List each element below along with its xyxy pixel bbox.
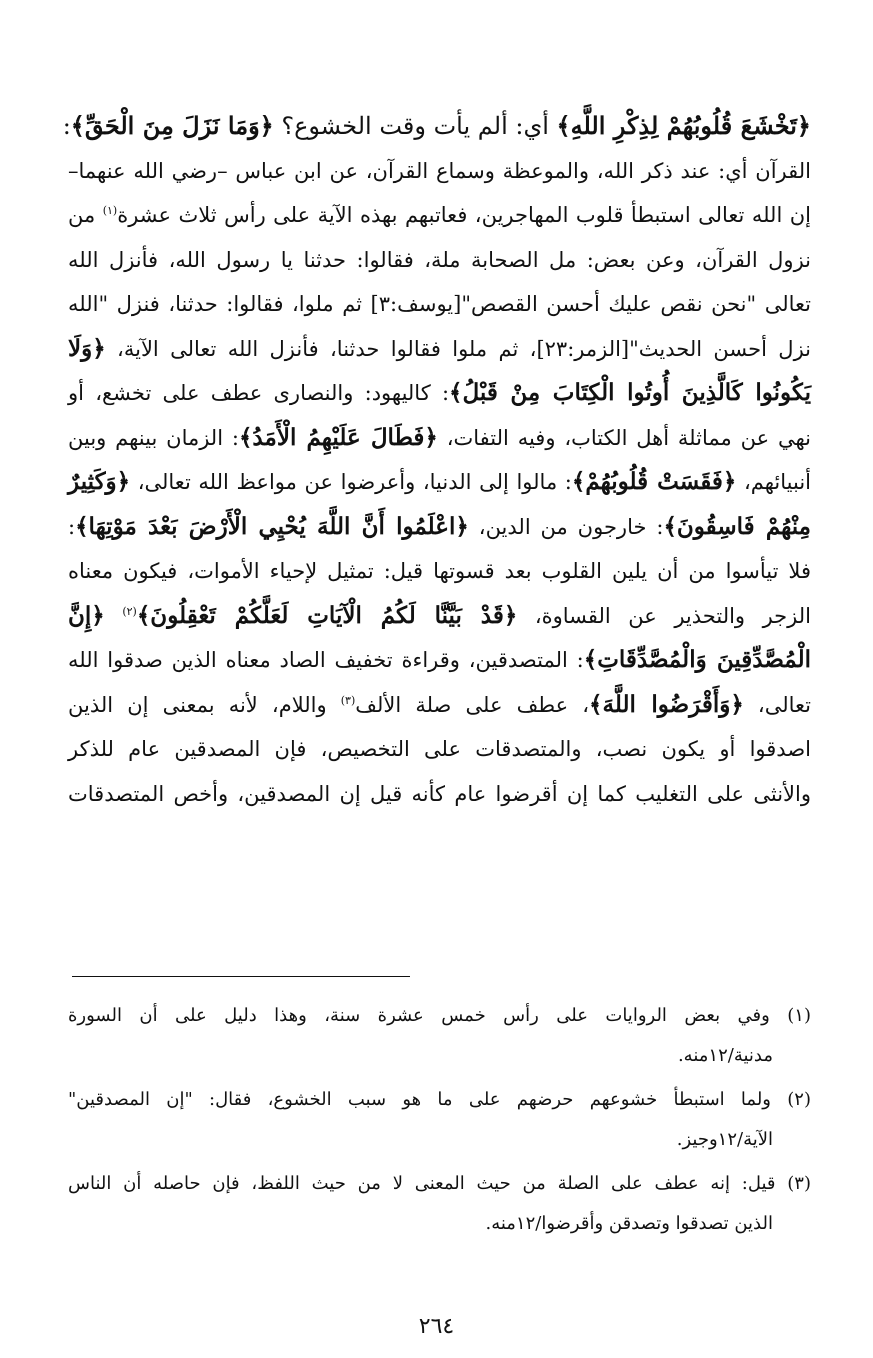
text-line (68, 683, 811, 728)
footnote (68, 1164, 811, 1244)
footnote-line: الذين تصدقوا وتصدقن وأقرضوا/١٢منه. (485, 1213, 773, 1234)
commentary-text (105, 604, 123, 628)
quran-verse: ﴿وَمَا نَزَلَ مِنَ الْحَقِّ﴾ (70, 111, 274, 140)
footnote-line: الآية/١٢وجيز. (676, 1129, 773, 1150)
commentary-text: ، عطف على صلة الألف (355, 692, 590, 717)
commentary-text: : (68, 514, 76, 539)
commentary-text: فلا تيأسوا من أن يلين القلوب بعد قسوتها قيل: تمثيل لإحياء الأموات، فيكون معناه (68, 559, 811, 583)
footnote (68, 1080, 811, 1160)
quran-verse: ﴿إِنَّ (68, 601, 105, 629)
footnote-line: (٢) ولما استبطأ خشوعهم حرضهم على ما هو سبب الخشوع، فقال: "إن المصدقين" (68, 1089, 811, 1110)
commentary-text: : خارجون من الدين، (468, 514, 664, 539)
commentary-text: أي: ألم يأت وقت الخشوع؟ (273, 112, 557, 140)
quran-verse: ﴿اعْلَمُوا أَنَّ اللَّهَ يُحْيِي الْأَرْضَ بَعْدَ مَوْتِهَا﴾ (75, 512, 469, 540)
quran-verse: ﴿قَدْ بَيَّنَّا لَكُمُ الْآيَاتِ لَعَلَّكُمْ تَعْقِلُونَ﴾ (136, 601, 518, 629)
commentary-text: والأنثى على التغليب كما إن أقرضوا عام كأنه قيل إن المصدقين، وأخص المتصدقات (68, 781, 811, 806)
commentary-text: : الزمان بينهم وبين (68, 425, 239, 450)
text-line (68, 594, 811, 639)
text-line (68, 727, 811, 772)
quran-verse: مِنْهُمْ فَاسِقُونَ﴾ (663, 512, 811, 540)
footnote-marker: (٢) (122, 604, 137, 618)
text-line (68, 505, 811, 550)
commentary-text: إن الله تعالى استبطأ قلوب المهاجرين، فعاتبهم بهذه الآية على رأس ثلاث عشرة (117, 203, 811, 227)
quran-verse: ﴿فَطَالَ عَلَيْهِمُ الْأَمَدُ﴾ (238, 423, 438, 451)
commentary-text: : (62, 112, 71, 140)
commentary-text: أنبيائهم، (736, 470, 811, 494)
commentary-text: القرآن أي: عند ذكر الله، والموعظة وسماع القرآن، عن ابن عباس –رضي الله عنهما– (68, 158, 811, 183)
commentary-text: نزل أحسن الحديث"[الزمر:٢٣]، ثم ملوا فقالوا حدثنا، فأنزل الله تعالى الآية، (105, 336, 812, 361)
text-line (68, 638, 811, 683)
page-number: ٢٦٤ (418, 1314, 455, 1339)
commentary-text: تعالى، (743, 692, 811, 717)
commentary-text: نهي عن مماثلة أهل الكتاب، وفيه التفات، (437, 425, 811, 450)
footnotes (68, 996, 811, 1244)
footnote-line: (١) وفي بعض الروايات على رأس خمس عشرة سنة، وهذا دليل على أن السورة (68, 1005, 811, 1026)
commentary-text: نزول القرآن، وعن بعض: مل الصحابة ملة، فقالوا: حدثنا يا رسول الله، فأنزل الله (68, 247, 811, 272)
footnote-line: (٣) قيل: إنه عطف على الصلة من حيث المعنى لا من حيث اللفظ، فإن حاصله أن الناس (68, 1173, 811, 1194)
quran-verse: ﴿تَخْشَعَ قُلُوبُهُمْ لِذِكْرِ اللَّهِ﴾ (556, 111, 811, 140)
text-line (68, 193, 811, 238)
commentary-text: : المتصدقين، وقراءة تخفيف الصاد معناه الذين صدقوا الله (68, 648, 584, 672)
quran-verse: ﴿فَقَسَتْ قُلُوبُهُمْ﴾ (571, 468, 737, 495)
footnote-divider (72, 976, 410, 977)
quran-verse: ﴿وَكَثِيرٌ (68, 468, 131, 495)
text-line (68, 416, 811, 461)
quran-verse: الْمُصَّدِّقِينَ وَالْمُصَّدِّقَاتِ﴾ (583, 646, 811, 673)
text-line (68, 149, 811, 194)
commentary-text: الزجر والتحذير عن القساوة، (517, 603, 811, 628)
quran-verse: يَكُونُوا كَالَّذِينَ أُوتُوا الْكِتَابَ مِنْ قَبْلُ﴾ (449, 379, 811, 406)
text-line (68, 327, 811, 372)
text-line (68, 460, 811, 505)
commentary-text: تعالى "نحن نقص عليك أحسن القصص"[يوسف:٣] ثم ملوا، فقالوا: حدثنا، فنزل "الله (68, 292, 811, 316)
commentary-text: : كاليهود: والنصارى عطف على تخشع، أو (68, 381, 450, 405)
text-line (62, 104, 811, 149)
text-line (68, 772, 811, 817)
footnote-marker: (٣) (340, 693, 356, 707)
text-line (68, 549, 811, 594)
footnote-line: مدنية/١٢منه. (677, 1045, 773, 1066)
footnote-marker: (١) (102, 204, 118, 217)
text-line (68, 282, 811, 327)
quran-verse: ﴿وَلَا (68, 334, 106, 362)
text-line (68, 238, 811, 283)
quran-verse: ﴿وَأَقْرَضُوا اللَّهَ﴾ (589, 690, 744, 718)
footnote (68, 996, 811, 1076)
commentary-text: اصدقوا أو يكون نصب، والمتصدقات على التخصيص، فإن المصدقين عام للذكر (68, 737, 811, 761)
commentary-text: من (68, 203, 103, 227)
commentary-text: واللام، لأنه بمعنى إن الذين (68, 692, 341, 717)
commentary-text: : مالوا إلى الدنيا، وأعرضوا عن مواعظ الله تعالى، (130, 470, 572, 494)
main-text (62, 104, 812, 816)
text-line (68, 371, 811, 416)
